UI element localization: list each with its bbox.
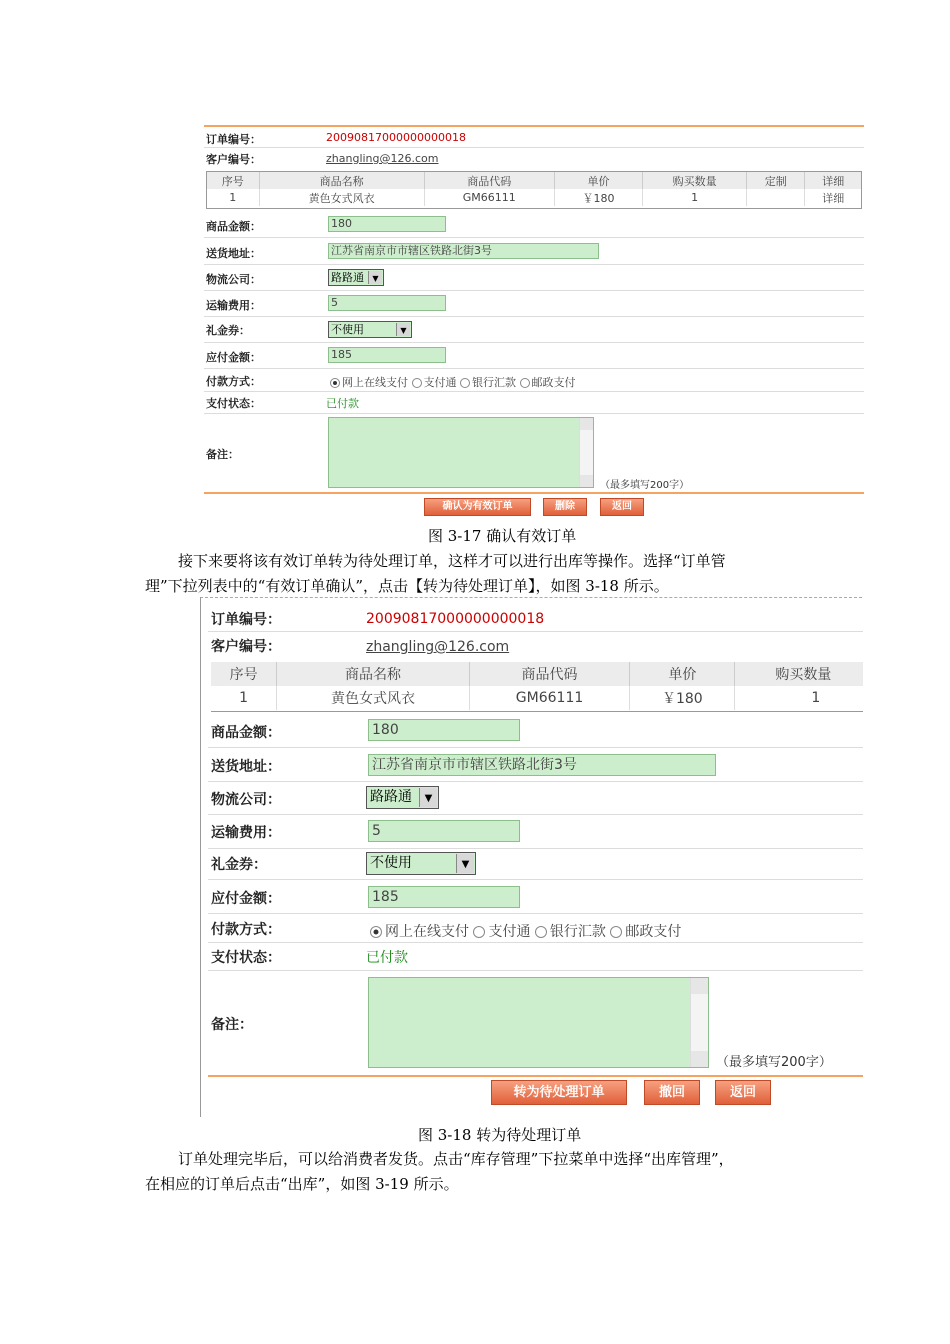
radio-bank[interactable] bbox=[460, 378, 470, 388]
para1-line2: 理”下拉列表中的“有效订单确认”，点击【转为待处理订单】，如图 3-18 所示。 bbox=[145, 577, 669, 595]
cell-price: ￥180 bbox=[630, 686, 735, 710]
remark-label: 备注： bbox=[211, 1017, 253, 1033]
pay-status-value: 已付款 bbox=[366, 950, 408, 966]
pay-status-label: 支付状态： bbox=[211, 950, 281, 966]
logistics-label: 物流公司： bbox=[211, 792, 281, 808]
row-payable bbox=[208, 880, 863, 914]
row-goods-amount bbox=[204, 211, 864, 238]
customer-label: 客户编号： bbox=[211, 639, 281, 655]
row-payable bbox=[204, 343, 864, 369]
col-index-header: 序号 bbox=[211, 662, 277, 686]
pay-method-zhifutong: 支付通 bbox=[488, 924, 531, 940]
row-remark bbox=[204, 414, 864, 494]
table-row bbox=[207, 189, 861, 206]
caption-3-17: 图 3-17 确认有效订单 bbox=[428, 527, 577, 545]
pay-status-value: 已付款 bbox=[326, 397, 359, 410]
pay-method-zhifutong: 支付通 bbox=[423, 376, 457, 389]
cell-qty: 1 bbox=[643, 189, 747, 206]
radio-bank[interactable] bbox=[535, 926, 547, 938]
order-no-label: 订单编号： bbox=[206, 133, 261, 146]
row-pay-status bbox=[208, 943, 863, 971]
row-shipping-fee bbox=[208, 815, 863, 849]
para1-line1: 接下来要将该有效订单转为待处理订单，这样才可以进行出库等操作。选择“订单管 bbox=[178, 552, 726, 570]
col-code-header: 商品代码 bbox=[424, 172, 554, 189]
radio-zhifutong[interactable] bbox=[412, 378, 422, 388]
col-price-header: 单价 bbox=[554, 172, 642, 189]
coupon-select[interactable] bbox=[366, 852, 476, 875]
to-pending-order-button[interactable]: 转为待处理订单 bbox=[491, 1080, 627, 1105]
chevron-down-icon: ▼ bbox=[456, 854, 474, 873]
address-input[interactable]: 江苏省南京市市辖区铁路北街3号 bbox=[368, 754, 716, 776]
pay-method-label: 付款方式： bbox=[206, 375, 261, 388]
col-custom-header: 定制 bbox=[747, 172, 805, 189]
back-button[interactable]: 返回 bbox=[715, 1080, 771, 1105]
revoke-button[interactable]: 撤回 bbox=[644, 1080, 700, 1105]
confirm-valid-order-button[interactable]: 确认为有效订单 bbox=[424, 498, 531, 516]
logistics-select-value: 路路通 bbox=[331, 271, 364, 284]
address-label: 送货地址： bbox=[211, 759, 281, 775]
caption-3-18: 图 3-18 转为待处理订单 bbox=[418, 1126, 582, 1144]
payable-label: 应付金额： bbox=[211, 891, 281, 907]
back-button[interactable]: 返回 bbox=[600, 498, 644, 516]
pay-method-group bbox=[370, 921, 681, 941]
row-shipping-fee bbox=[204, 291, 864, 317]
col-price-header: 单价 bbox=[630, 662, 735, 686]
row-customer bbox=[204, 148, 864, 169]
col-qty-header: 购买数量 bbox=[735, 662, 863, 686]
cell-price: ￥180 bbox=[554, 189, 642, 206]
remark-hint: （最多填写200字） bbox=[716, 1055, 832, 1070]
cell-code: GM66111 bbox=[469, 686, 629, 710]
radio-zhifutong[interactable] bbox=[473, 926, 485, 938]
customer-label: 客户编号： bbox=[206, 153, 261, 166]
figure-3-18-form bbox=[208, 600, 863, 1110]
row-logistics bbox=[208, 782, 863, 815]
remark-hint: （最多填写200字） bbox=[600, 480, 690, 491]
chevron-down-icon: ▼ bbox=[419, 788, 437, 807]
logistics-select[interactable] bbox=[366, 786, 439, 809]
row-pay-method bbox=[208, 914, 863, 943]
figure-dashed-border bbox=[200, 597, 862, 598]
pay-method-group bbox=[330, 374, 576, 390]
coupon-label: 礼金券： bbox=[206, 324, 250, 337]
table-bottom-border bbox=[211, 711, 863, 712]
goods-amount-label: 商品金额： bbox=[206, 220, 261, 233]
pay-method-post: 邮政支付 bbox=[531, 376, 576, 389]
coupon-label: 礼金券： bbox=[211, 857, 267, 873]
chevron-down-icon: ▼ bbox=[368, 271, 382, 284]
row-order-no bbox=[204, 127, 864, 148]
items-table-header bbox=[207, 172, 861, 189]
address-label: 送货地址： bbox=[206, 247, 261, 260]
row-pay-method bbox=[204, 369, 864, 392]
pay-method-bank: 银行汇款 bbox=[549, 924, 606, 940]
goods-amount-input[interactable]: 180 bbox=[328, 216, 446, 232]
row-address bbox=[208, 748, 863, 782]
logistics-select[interactable] bbox=[328, 269, 384, 286]
para2-line1: 订单处理完毕后，可以给消费者发货。点击“库存管理”下拉菜单中选择“出库管理”， bbox=[178, 1150, 734, 1168]
items-table bbox=[207, 172, 861, 206]
radio-online[interactable] bbox=[370, 926, 382, 938]
row-address bbox=[204, 238, 864, 265]
remark-scrollbar[interactable] bbox=[690, 978, 708, 1067]
col-detail-header: 详细 bbox=[805, 172, 861, 189]
scroll-down-icon[interactable] bbox=[580, 475, 593, 487]
pay-method-bank: 银行汇款 bbox=[472, 376, 516, 389]
row-coupon bbox=[208, 849, 863, 880]
radio-online[interactable] bbox=[330, 378, 340, 388]
shipping-fee-label: 运输费用： bbox=[211, 825, 281, 841]
order-no-value: 20090817000000000018 bbox=[366, 611, 545, 627]
pay-method-online: 网上在线支付 bbox=[342, 376, 408, 389]
col-index-header: 序号 bbox=[207, 172, 259, 189]
col-qty-header: 购买数量 bbox=[643, 172, 747, 189]
payable-label: 应付金额： bbox=[206, 351, 261, 364]
logistics-label: 物流公司： bbox=[206, 273, 261, 286]
row-pay-status bbox=[204, 392, 864, 414]
cell-index: 1 bbox=[207, 189, 259, 206]
cell-index: 1 bbox=[211, 686, 277, 710]
coupon-select-value: 不使用 bbox=[370, 855, 412, 871]
order-no-label: 订单编号： bbox=[211, 612, 281, 628]
cell-code: GM66111 bbox=[424, 189, 554, 206]
pay-method-label: 付款方式： bbox=[211, 922, 281, 938]
chevron-down-icon: ▼ bbox=[396, 323, 410, 336]
row-customer bbox=[208, 632, 863, 660]
para2-line2: 在相应的订单后点击“出库”，如图 3-19 所示。 bbox=[145, 1175, 459, 1193]
col-name-header: 商品名称 bbox=[277, 662, 470, 686]
shipping-fee-label: 运输费用： bbox=[206, 299, 261, 312]
table-row bbox=[211, 686, 863, 710]
figure-left-border bbox=[200, 597, 201, 1117]
payable-input[interactable]: 185 bbox=[328, 347, 446, 363]
goods-amount-label: 商品金额： bbox=[211, 725, 281, 741]
scroll-down-icon[interactable] bbox=[691, 1051, 708, 1067]
payable-input[interactable]: 185 bbox=[368, 886, 520, 908]
customer-link[interactable]: zhangling@126.com bbox=[326, 152, 439, 165]
items-table bbox=[211, 662, 863, 710]
items-table-header bbox=[211, 662, 863, 686]
shipping-fee-input[interactable]: 5 bbox=[368, 820, 520, 842]
scroll-up-icon[interactable] bbox=[580, 418, 593, 430]
coupon-select[interactable] bbox=[328, 321, 412, 338]
scroll-up-icon[interactable] bbox=[691, 978, 708, 994]
cell-custom bbox=[747, 189, 805, 206]
cell-name: 黄色女式风衣 bbox=[277, 686, 470, 710]
remark-textarea[interactable] bbox=[328, 417, 594, 488]
row-logistics bbox=[204, 265, 864, 291]
pay-status-label: 支付状态： bbox=[206, 397, 261, 410]
row-goods-amount bbox=[208, 713, 863, 748]
remark-label: 备注： bbox=[206, 448, 239, 461]
radio-post[interactable] bbox=[610, 926, 622, 938]
cell-qty: 1 bbox=[811, 690, 821, 706]
goods-amount-input[interactable]: 180 bbox=[368, 719, 520, 741]
col-code-header: 商品代码 bbox=[469, 662, 629, 686]
row-order-no bbox=[208, 602, 863, 632]
customer-link[interactable]: zhangling@126.com bbox=[366, 639, 510, 655]
pay-method-online: 网上在线支付 bbox=[385, 924, 469, 940]
col-name-header: 商品名称 bbox=[259, 172, 424, 189]
row-coupon bbox=[204, 317, 864, 343]
cell-name: 黄色女式风衣 bbox=[259, 189, 424, 206]
delete-button[interactable]: 删除 bbox=[543, 498, 587, 516]
row-remark bbox=[208, 971, 863, 1077]
order-no-value: 20090817000000000018 bbox=[326, 131, 466, 144]
pay-method-post: 邮政支付 bbox=[625, 924, 682, 940]
shipping-fee-input[interactable]: 5 bbox=[328, 295, 446, 311]
cell-detail-link[interactable]: 详细 bbox=[822, 191, 845, 205]
address-input[interactable]: 江苏省南京市市辖区铁路北街3号 bbox=[328, 243, 599, 259]
remark-scrollbar[interactable] bbox=[579, 418, 593, 487]
coupon-select-value: 不使用 bbox=[331, 323, 364, 336]
logistics-select-value: 路路通 bbox=[370, 789, 412, 805]
radio-post[interactable] bbox=[520, 378, 530, 388]
remark-textarea[interactable] bbox=[368, 977, 709, 1068]
figure-3-17-form bbox=[204, 125, 864, 520]
